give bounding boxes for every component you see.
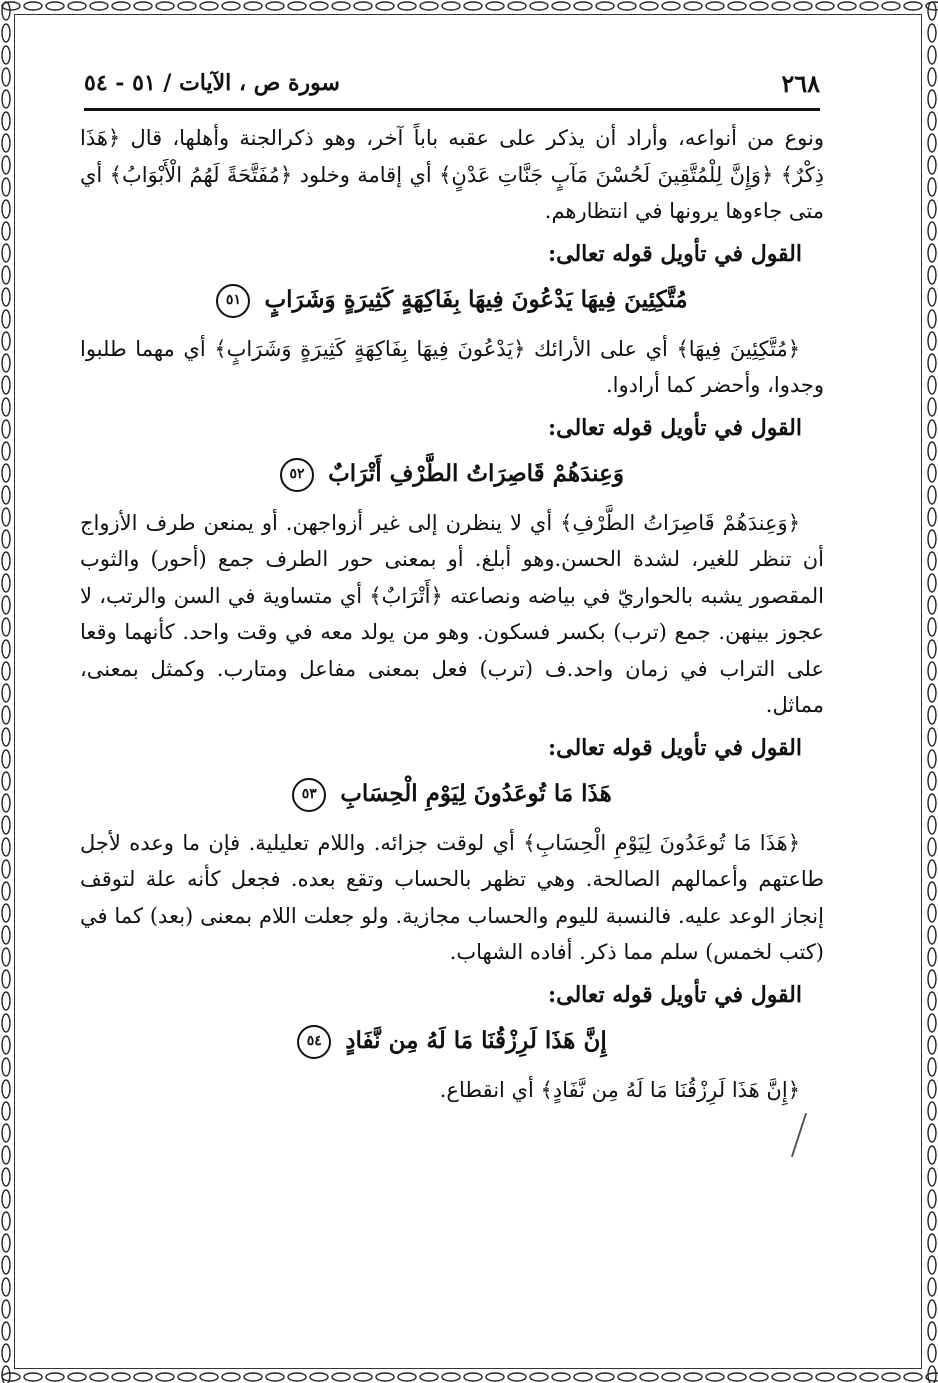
- ayah-number-badge: ٥٤: [297, 1025, 331, 1059]
- quran-verse-53: [80, 776, 824, 813]
- paragraph-5: ﴿إِنَّ هَذَا لَرِزْقُنَا مَا لَهُ مِن نَّفَادٍ﴾ أي انقطاع.: [439, 1077, 800, 1102]
- running-title: سورة ص ، الآيات / ٥١ - ٥٤: [84, 70, 340, 96]
- paragraph-4: ﴿هَذَا مَا تُوعَدُونَ لِيَوْمِ الْحِسَابِ﴾ أي لوقت جزائه. واللام تعليلية. فإن ما وعده لأجل طاعتهم وأعمالهم الصالحة. وهي تظهر بالحساب وتقع بعده. فجعل كأنه علة لتوقف إنجاز الوعد عليه. فالنسبة لليوم والحساب مجازية. ولو جعلت اللام بمعنى (بعد) كما في (كتب لخمس) سلم مما ذكر. أفاده الشهاب.: [80, 830, 824, 964]
- paragraph-1: ونوع من أنواعه، وأراد أن يذكر على عقبه باباً آخر، وهو ذكرالجنة وأهلها، قال ﴿هَذَا ذِكْرٌ﴾ ﴿وَإِنَّ لِلْمُتَّقِينَ لَحُسْنَ مَآبٍ جَنَّاتِ عَدْنٍ﴾ أي إقامة وخلود ﴿مُفَتَّحَةً لَهُمُ الْأَبْوَابُ﴾ أي متى جاءوها يرونها في انتظارهم.: [80, 126, 824, 223]
- verse-text: إِنَّ هَذَا لَرِزْقُنَا مَا لَهُ مِن نَّفَادٍ: [345, 1027, 607, 1054]
- header-rule: [84, 108, 820, 111]
- quran-verse-52: [80, 456, 824, 493]
- ayah-number-badge: ٥١: [216, 284, 250, 318]
- ornamental-border-bottom: [0, 1371, 938, 1383]
- ornamental-border-top: [0, 0, 938, 12]
- ayah-number-badge: ٥٢: [280, 458, 314, 492]
- verse-text: وَعِندَهُمْ قَاصِرَاتُ الطَّرْفِ أَتْرَابٌ: [328, 460, 624, 487]
- section-heading: القول في تأويل قوله تعالى:: [548, 981, 802, 1008]
- section-heading: القول في تأويل قوله تعالى:: [548, 414, 802, 441]
- page-header: [84, 64, 820, 102]
- page-number: ٢٦٨: [781, 68, 820, 98]
- section-heading: القول في تأويل قوله تعالى:: [548, 240, 802, 267]
- ayah-number-badge: ٥٣: [292, 778, 326, 812]
- quran-verse-54: [80, 1023, 824, 1060]
- ornamental-border-right: [926, 0, 938, 1383]
- verse-text: مُتَّكِئِينَ فِيهَا يَدْعُونَ فِيهَا بِفَاكِهَةٍ كَثِيرَةٍ وَشَرَابٍ: [264, 286, 688, 313]
- page-body: [80, 120, 824, 1108]
- quran-verse-51: [80, 282, 824, 319]
- section-heading: القول في تأويل قوله تعالى:: [548, 734, 802, 761]
- paragraph-3: ﴿وَعِندَهُمْ قَاصِرَاتُ الطَّرْفِ﴾ أي لا ينظرن إلى غير أزواجهن. أو يمنعن طرف الأزواج أن تنظر للغير، لشدة الحسن.وهو أبلغ. أو بمعنى حور الطرف جمع (أحور) والثوب المقصور يشبه بالحواريّ في بياضه ونصاعته ﴿أَتْرَابٌ﴾ أي متساوية في السن والرتب، لا عجوز بينهن. جمع (ترب) بكسر فسكون. وهو من يولد معه في وقت واحد. كأنهما وقعا على التراب في زمان واحد.ف (ترب) فعل بمعنى مفاعل ومتارب. وكمثل بمعنى، مماثل.: [80, 510, 824, 717]
- paragraph-2: ﴿مُتَّكِئِينَ فِيهَا﴾ أي على الأرائك ﴿يَدْعُونَ فِيهَا بِفَاكِهَةٍ كَثِيرَةٍ وَشَرَابٍ﴾ أي مهما طلبوا وجدوا، وأحضر كما أرادوا.: [80, 336, 824, 397]
- ornamental-border-left: [0, 0, 12, 1383]
- verse-text: هَذَا مَا تُوعَدُونَ لِيَوْمِ الْحِسَابِ: [340, 780, 612, 807]
